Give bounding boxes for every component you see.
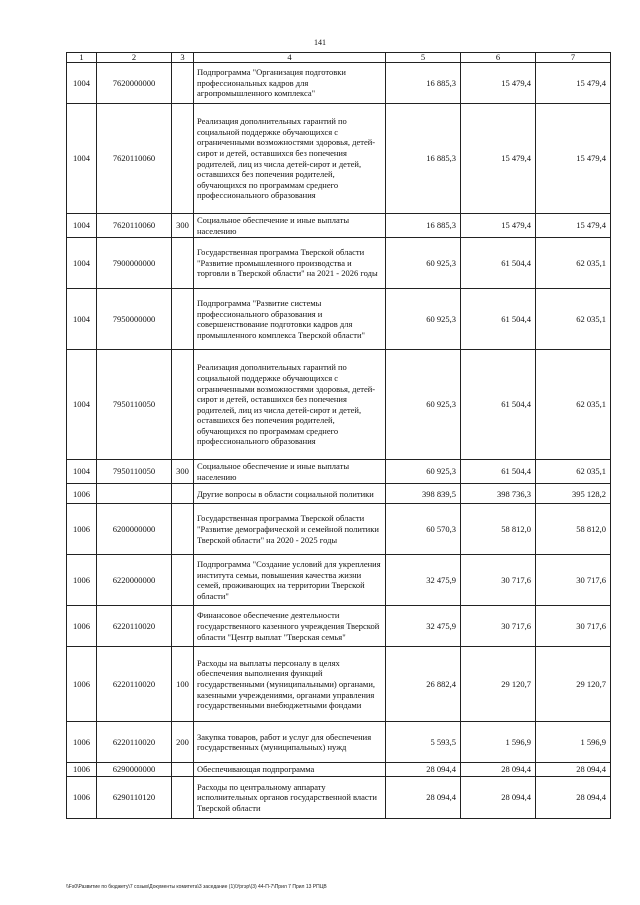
expense-type-cell [172, 763, 194, 777]
table-row [67, 504, 611, 555]
amount-col6-cell: 398 736,3 [461, 484, 536, 504]
table-row [67, 606, 611, 647]
amount-col5-cell: 16 885,3 [386, 214, 461, 238]
amount-col7-cell: 30 717,6 [536, 606, 611, 647]
amount-col5-cell: 5 593,5 [386, 722, 461, 763]
code-razdel-cell: 1004 [67, 460, 97, 484]
table-row [67, 104, 611, 214]
code-razdel-cell: 1006 [67, 647, 97, 722]
item-name-cell: Реализация дополнительных гарантий по социальной поддержке обучающихся с ограниченными возможностями здоровья, детей-сирот и детей, оставшихся без попечения родителей, лиц из числа детей-сирот и детей, оставшихся без попечения родителей, обучающихся по программам среднего профессионального образования [194, 104, 386, 214]
table-row [67, 647, 611, 722]
table-row [67, 214, 611, 238]
amount-col7-cell: 15 479,4 [536, 214, 611, 238]
target-article-cell: 6220000000 [97, 555, 172, 606]
expense-type-cell: 200 [172, 722, 194, 763]
amount-col6-cell: 15 479,4 [461, 104, 536, 214]
item-name-cell: Расходы на выплаты персоналу в целях обеспечения выполнения функций государственными (муниципальными) органами, казенными учреждениями, органами управления государственными внебюджетными фондами [194, 647, 386, 722]
amount-col6-cell: 61 504,4 [461, 460, 536, 484]
table-row [67, 763, 611, 777]
expense-type-cell [172, 238, 194, 289]
expense-type-cell [172, 104, 194, 214]
target-article-cell: 6200000000 [97, 504, 172, 555]
table-row [67, 460, 611, 484]
code-razdel-cell: 1006 [67, 722, 97, 763]
amount-col5-cell: 60 925,3 [386, 289, 461, 350]
amount-col5-cell: 16 885,3 [386, 63, 461, 104]
expense-type-cell [172, 350, 194, 460]
amount-col5-cell: 60 925,3 [386, 460, 461, 484]
table-row [67, 289, 611, 350]
expense-type-cell: 300 [172, 460, 194, 484]
item-name-cell: Закупка товаров, работ и услуг для обеспечения государственных (муниципальных) нужд [194, 722, 386, 763]
expense-type-cell [172, 484, 194, 504]
target-article-cell: 7950110050 [97, 350, 172, 460]
amount-col6-cell: 58 812,0 [461, 504, 536, 555]
table-header-row [67, 53, 611, 63]
amount-col6-cell: 30 717,6 [461, 555, 536, 606]
target-article-cell: 7950110050 [97, 460, 172, 484]
item-name-cell: Социальное обеспечение и иные выплаты населению [194, 460, 386, 484]
target-article-cell: 6290000000 [97, 763, 172, 777]
amount-col7-cell: 29 120,7 [536, 647, 611, 722]
header-cell: 5 [386, 53, 461, 63]
amount-col6-cell: 28 094,4 [461, 776, 536, 818]
item-name-cell: Финансовое обеспечение деятельности государственного казенного учреждения Тверской области "Центр выплат "Тверская семья" [194, 606, 386, 647]
amount-col5-cell: 28 094,4 [386, 763, 461, 777]
amount-col7-cell: 62 035,1 [536, 350, 611, 460]
item-name-cell: Подпрограмма "Создание условий для укрепления института семьи, повышения качества жизни семей, проживающих на территории Тверской области" [194, 555, 386, 606]
item-name-cell: Подпрограмма "Организация подготовки профессиональных кадров для агропромышленного комплекса" [194, 63, 386, 104]
amount-col7-cell: 15 479,4 [536, 63, 611, 104]
amount-col7-cell: 62 035,1 [536, 238, 611, 289]
item-name-cell: Социальное обеспечение и иные выплаты населению [194, 214, 386, 238]
item-name-cell: Реализация дополнительных гарантий по социальной поддержке обучающихся с ограниченными возможностями здоровья, детей-сирот и детей, оставшихся без попечения родителей, лиц из числа детей-сирот и детей, оставшихся без попечения родителей, обучающихся по программам среднего профессионального образования [194, 350, 386, 460]
code-razdel-cell: 1004 [67, 238, 97, 289]
expense-type-cell [172, 63, 194, 104]
expense-type-cell: 300 [172, 214, 194, 238]
amount-col7-cell: 1 596,9 [536, 722, 611, 763]
target-article-cell: 7620110060 [97, 104, 172, 214]
amount-col7-cell: 62 035,1 [536, 460, 611, 484]
amount-col7-cell: 28 094,4 [536, 763, 611, 777]
amount-col7-cell: 395 128,2 [536, 484, 611, 504]
code-razdel-cell: 1004 [67, 289, 97, 350]
table-row [67, 238, 611, 289]
header-cell: 1 [67, 53, 97, 63]
target-article-cell: 6220110020 [97, 606, 172, 647]
header-cell: 3 [172, 53, 194, 63]
amount-col7-cell: 62 035,1 [536, 289, 611, 350]
table-row [67, 350, 611, 460]
target-article-cell: 7950000000 [97, 289, 172, 350]
target-article-cell: 7900000000 [97, 238, 172, 289]
expense-type-cell [172, 555, 194, 606]
table-row [67, 555, 611, 606]
header-cell: 7 [536, 53, 611, 63]
code-razdel-cell: 1004 [67, 214, 97, 238]
amount-col6-cell: 61 504,4 [461, 350, 536, 460]
amount-col5-cell: 32 475,9 [386, 555, 461, 606]
code-razdel-cell: 1006 [67, 606, 97, 647]
expense-type-cell [172, 289, 194, 350]
amount-col6-cell: 30 717,6 [461, 606, 536, 647]
target-article-cell: 6220110020 [97, 647, 172, 722]
code-razdel-cell: 1006 [67, 504, 97, 555]
target-article-cell: 6290110120 [97, 776, 172, 818]
item-name-cell: Другие вопросы в области социальной политики [194, 484, 386, 504]
item-name-cell: Подпрограмма "Развитие системы профессионального образования и совершенствование подготовки кадров для промышленного комплекса Тверской области" [194, 289, 386, 350]
header-cell: 4 [194, 53, 386, 63]
amount-col5-cell: 28 094,4 [386, 776, 461, 818]
table-row [67, 484, 611, 504]
table-row [67, 722, 611, 763]
amount-col7-cell: 15 479,4 [536, 104, 611, 214]
amount-col7-cell: 58 812,0 [536, 504, 611, 555]
table-row [67, 63, 611, 104]
expense-type-cell [172, 504, 194, 555]
file-path-footer: \\Fs0\Развитие по бюджету\7 созыв\Документы комитета\3 заседание (1)\Ургэр\(3) 44-П-7\Прил 7 Прил 13 РПЦВ [66, 884, 327, 890]
amount-col7-cell: 28 094,4 [536, 776, 611, 818]
code-razdel-cell: 1006 [67, 763, 97, 777]
amount-col6-cell: 29 120,7 [461, 647, 536, 722]
target-article-cell: 7620000000 [97, 63, 172, 104]
budget-table [66, 52, 611, 819]
amount-col6-cell: 15 479,4 [461, 214, 536, 238]
code-razdel-cell: 1004 [67, 104, 97, 214]
amount-col6-cell: 1 596,9 [461, 722, 536, 763]
header-cell: 2 [97, 53, 172, 63]
target-article-cell: 7620110060 [97, 214, 172, 238]
code-razdel-cell: 1006 [67, 776, 97, 818]
amount-col5-cell: 60 570,3 [386, 504, 461, 555]
amount-col7-cell: 30 717,6 [536, 555, 611, 606]
amount-col6-cell: 28 094,4 [461, 763, 536, 777]
amount-col5-cell: 32 475,9 [386, 606, 461, 647]
amount-col6-cell: 61 504,4 [461, 289, 536, 350]
item-name-cell: Государственная программа Тверской области "Развитие демографической и семейной политики Тверской области" на 2020 - 2025 годы [194, 504, 386, 555]
item-name-cell: Государственная программа Тверской области "Развитие промышленного производства и торговли в Тверской области" на 2021 - 2026 годы [194, 238, 386, 289]
amount-col5-cell: 398 839,5 [386, 484, 461, 504]
header-cell: 6 [461, 53, 536, 63]
code-razdel-cell: 1006 [67, 555, 97, 606]
expense-type-cell [172, 776, 194, 818]
page-number: 141 [314, 38, 326, 47]
item-name-cell: Расходы по центральному аппарату исполнительных органов государственной власти Тверской области [194, 776, 386, 818]
amount-col5-cell: 16 885,3 [386, 104, 461, 214]
amount-col5-cell: 26 882,4 [386, 647, 461, 722]
code-razdel-cell: 1004 [67, 350, 97, 460]
amount-col5-cell: 60 925,3 [386, 238, 461, 289]
amount-col5-cell: 60 925,3 [386, 350, 461, 460]
expense-type-cell: 100 [172, 647, 194, 722]
code-razdel-cell: 1004 [67, 63, 97, 104]
item-name-cell: Обеспечивающая подпрограмма [194, 763, 386, 777]
code-razdel-cell: 1006 [67, 484, 97, 504]
target-article-cell: 6220110020 [97, 722, 172, 763]
amount-col6-cell: 15 479,4 [461, 63, 536, 104]
table-row [67, 776, 611, 818]
amount-col6-cell: 61 504,4 [461, 238, 536, 289]
target-article-cell [97, 484, 172, 504]
expense-type-cell [172, 606, 194, 647]
